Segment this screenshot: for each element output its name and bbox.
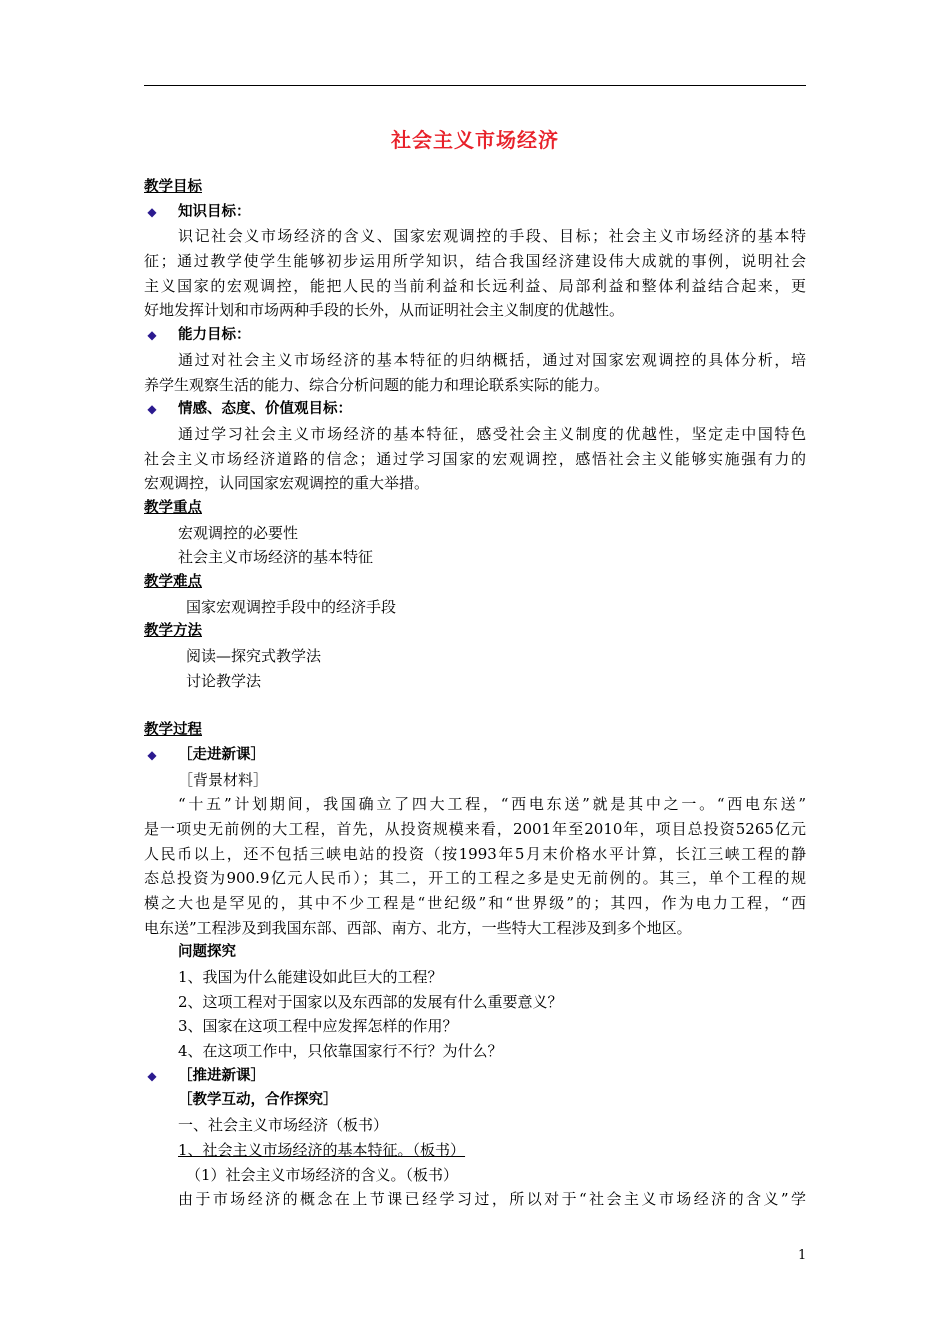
subsection-text: 1、社会主义市场经济的基本特征。（板书） (178, 1140, 466, 1159)
ability-line: 养学生观察生活的能力、综合分析问题的能力和理论联系实际的能力。 (144, 375, 610, 394)
key-point-item: 宏观调控的必要性 (178, 523, 299, 542)
knowledge-goal-label: 知识目标： (178, 203, 251, 220)
knowledge-goal-heading (144, 200, 806, 225)
advance-heading (144, 1064, 806, 1089)
knowledge-line: 好地发挥计划和市场两种手段的长外，从而证明社会主义制度的优越性。 (144, 301, 625, 320)
body-line: 由于市场经济的概念在上节课已经学习过，所以对于“社会主义市场经济的含义”学 (178, 1190, 806, 1209)
knowledge-line: 征；通过教学使学生能够初步运用所学知识，结合我国经济建设伟大成就的事例，说明社会 (144, 252, 806, 271)
material-line: 模之大也是罕见的，其中不少工程是“世纪级”和“世界级”的；其四，作为电力工程，“西 (144, 893, 806, 912)
knowledge-line: 识记社会义市场经济的含义、国家宏观调控的手段、目标；社会主义市场经济的基本特 (178, 227, 806, 246)
method-item: 讨论教学法 (186, 671, 262, 690)
diamond-bullet-icon: ◆ (147, 747, 157, 762)
difficulty-item: 国家宏观调控手段中的经济手段 (186, 597, 397, 616)
spacer (144, 693, 806, 718)
subsection-heading (144, 1138, 806, 1163)
emotion-line: 宏观调控，认同国家宏观调控的重大举措。 (144, 474, 430, 493)
ability-goal-label: 能力目标： (178, 327, 251, 344)
section-heading: 一、社会主义市场经济（板书） (178, 1116, 389, 1135)
heading-methods: 教学方法 (144, 623, 202, 640)
material-line: 态总投资为900.9亿元人民币）；其二，开工的工程之多是史无前例的。其三，单个工程的规 (144, 869, 806, 888)
diamond-bullet-icon: ◆ (147, 204, 157, 219)
interaction-label: ［教学互动，合作探究］ (178, 1092, 338, 1109)
intro-label: ［走进新课］ (178, 746, 265, 763)
knowledge-line: 主义国家的宏观调控，能把人民的当前利益和长远利益、局部利益和整体利益结合起来，更 (144, 276, 806, 295)
ability-line: 通过对社会主义市场经济的基本特征的归纳概括，通过对国家宏观调控的具体分析，培 (178, 350, 806, 369)
question-item: 3、国家在这项工程中应发挥怎样的作用？ (178, 1017, 458, 1036)
heading-objectives: 教学目标 (144, 179, 202, 195)
material-label: ［背景材料］ (178, 770, 269, 789)
material-line: 电东送”工程涉及到我国东部、西部、南方、北方，一些特大工程涉及到多个地区。 (144, 918, 692, 937)
emotion-goal-label: 情感、态度、价值观目标： (178, 401, 352, 418)
advance-label: ［推进新课］ (178, 1067, 265, 1084)
question-item: 2、这项工程对于国家以及东西部的发展有什么重要意义？ (178, 992, 563, 1011)
material-line: “十五”计划期间，我国确立了四大工程，“西电东送”就是其中之一。“西电东送” (178, 795, 806, 814)
emotion-line: 通过学习社会主义市场经济的基本特征，感受社会主义制度的优越性，坚定走中国特色 (178, 424, 806, 443)
method-item: 阅读—探究式教学法 (186, 647, 322, 666)
subsection-item: （1）社会主义市场经济的含义。（板书） (186, 1165, 459, 1184)
diamond-bullet-icon: ◆ (147, 328, 157, 343)
document-body (144, 175, 806, 1212)
question-item: 4、在这项工作中，只依靠国家行不行？为什么？ (178, 1042, 503, 1061)
material-line: 是一项史无前例的大工程，首先，从投资规模来看，2001年至2010年，项目总投资5265亿元 (144, 819, 806, 838)
emotion-goal-heading (144, 397, 806, 422)
page-number: 1 (798, 1248, 807, 1263)
key-point-item: 社会主义市场经济的基本特征 (178, 548, 374, 567)
header-rule (144, 85, 806, 86)
question-item: 1、我国为什么能建设如此巨大的工程？ (178, 968, 443, 986)
diamond-bullet-icon: ◆ (147, 402, 157, 417)
heading-difficulties: 教学难点 (144, 574, 202, 590)
material-line: 人民币以上，还不包括三峡电站的投资（按1993年5月末价格水平计算，长江三峡工程的静 (144, 844, 806, 863)
questions-label: 问题探究 (178, 944, 236, 961)
emotion-line: 社会主义市场经济道路的信念；通过学习国家的宏观调控，感悟社会主义能够实施强有力的 (144, 449, 806, 468)
heading-process: 教学过程 (144, 722, 202, 739)
diamond-bullet-icon: ◆ (147, 1068, 157, 1083)
intro-heading (144, 743, 806, 768)
heading-key-points: 教学重点 (144, 499, 202, 516)
document-title: 社会主义市场经济 (391, 128, 559, 152)
ability-goal-heading (144, 323, 806, 348)
